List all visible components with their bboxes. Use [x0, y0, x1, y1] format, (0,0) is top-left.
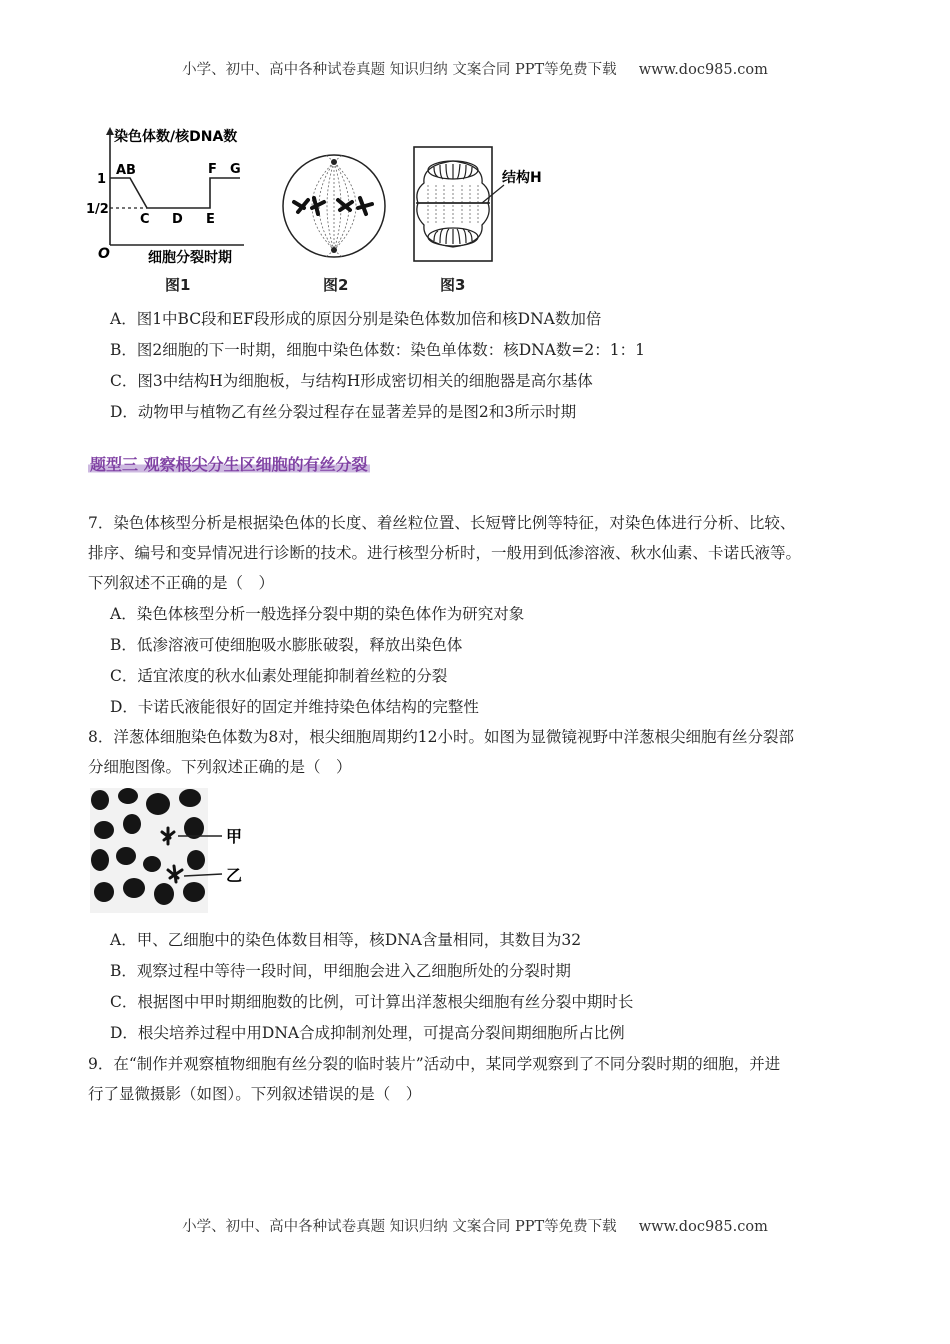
label-yi: 乙 — [226, 866, 243, 885]
fig1-yhalf: 1/2 — [86, 202, 109, 217]
figure-3-cell — [412, 145, 572, 263]
q7-stem-line-3: 下列叙述不正确的是（ ） — [88, 574, 275, 592]
fig1-xlabel: 细胞分裂时期 — [148, 250, 232, 266]
q7-stem-line-2: 排序、编号和变异情况进行诊断的技术。进行核型分析时，一般用到低渗溶液、秋水仙素、卡诺氏液等。 — [88, 544, 802, 562]
q8-option-b: B．观察过程中等待一段时间，甲细胞会进入乙细胞所处的分裂时期 — [110, 962, 571, 980]
q8-stem-line-1: 8．洋葱体细胞染色体数为8对，根尖细胞周期约12小时。如图为显微镜视野中洋葱根尖细胞有丝分裂部 — [88, 728, 794, 746]
fig1-point-g: G — [230, 162, 241, 177]
fig1-point-ab: AB — [116, 163, 136, 178]
fig1-caption: 图1 — [165, 276, 191, 294]
fig3-label: 结构H — [502, 170, 542, 186]
q8-option-d: D．根尖培养过程中用DNA合成抑制剂处理，可提高分裂间期细胞所占比例 — [110, 1024, 625, 1042]
fig2-caption: 图2 — [323, 276, 349, 294]
page-header — [0, 58, 950, 79]
fig1-y1: 1 — [97, 172, 107, 187]
fig3-caption: 图3 — [440, 276, 466, 294]
onion-root-micrograph — [90, 788, 250, 913]
header-text: 小学、初中、高中各种试卷真题 知识归纳 文案合同 PPT等免费下载 — [182, 62, 617, 78]
figure-1-graph — [86, 125, 262, 275]
footer-url[interactable]: www.doc985.com — [638, 1219, 768, 1235]
q8-option-a: A．甲、乙细胞中的染色体数目相等，核DNA含量相同，其数目为32 — [110, 931, 582, 949]
q7-option-a: A．染色体核型分析一般选择分裂中期的染色体作为研究对象 — [110, 605, 525, 623]
q6-option-c: C．图3中结构H为细胞板，与结构H形成密切相关的细胞器是高尔基体 — [110, 372, 593, 390]
section-title: 题型三 观察根尖分生区细胞的有丝分裂 — [88, 452, 370, 475]
fig1-point-f: F — [208, 162, 217, 177]
fig1-point-c: C — [140, 212, 150, 227]
q9-stem-line-1: 9．在“制作并观察植物细胞有丝分裂的临时装片”活动中，某同学观察到了不同分裂时期的细胞，并进 — [88, 1055, 781, 1073]
fig1-origin: O — [98, 246, 110, 262]
q7-option-c: C．适宜浓度的秋水仙素处理能抑制着丝粒的分裂 — [110, 667, 448, 685]
figure-2-cell — [280, 152, 388, 260]
q6-option-d: D．动物甲与植物乙有丝分裂过程存在显著差异的是图2和3所示时期 — [110, 403, 577, 421]
fig1-point-e: E — [206, 212, 215, 227]
q6-option-a: A．图1中BC段和EF段形成的原因分别是染色体数加倍和核DNA数加倍 — [110, 310, 602, 328]
header-url[interactable]: www.doc985.com — [638, 62, 768, 78]
q8-option-c: C．根据图中甲时期细胞数的比例，可计算出洋葱根尖细胞有丝分裂中期时长 — [110, 993, 634, 1011]
page-footer — [0, 1215, 950, 1236]
q7-option-d: D．卡诺氏液能很好的固定并维持染色体结构的完整性 — [110, 698, 479, 716]
q9-stem-line-2: 行了显微摄影（如图）。下列叙述错误的是（ ） — [88, 1085, 422, 1103]
q6-option-b: B．图2细胞的下一时期，细胞中染色体数：染色单体数：核DNA数=2：1：1 — [110, 341, 646, 359]
q7-option-b: B．低渗溶液可使细胞吸水膨胀破裂，释放出染色体 — [110, 636, 463, 654]
label-jia: 甲 — [226, 827, 243, 846]
footer-text: 小学、初中、高中各种试卷真题 知识归纳 文案合同 PPT等免费下载 — [182, 1219, 617, 1235]
q7-stem-line-1: 7．染色体核型分析是根据染色体的长度、着丝粒位置、长短臂比例等特征，对染色体进行分析、比较、 — [88, 514, 796, 532]
fig1-ylabel: 染色体数/核DNA数 — [114, 129, 238, 145]
q8-stem-line-2: 分细胞图像。下列叙述正确的是（ ） — [88, 758, 352, 776]
fig1-point-d: D — [172, 212, 183, 227]
